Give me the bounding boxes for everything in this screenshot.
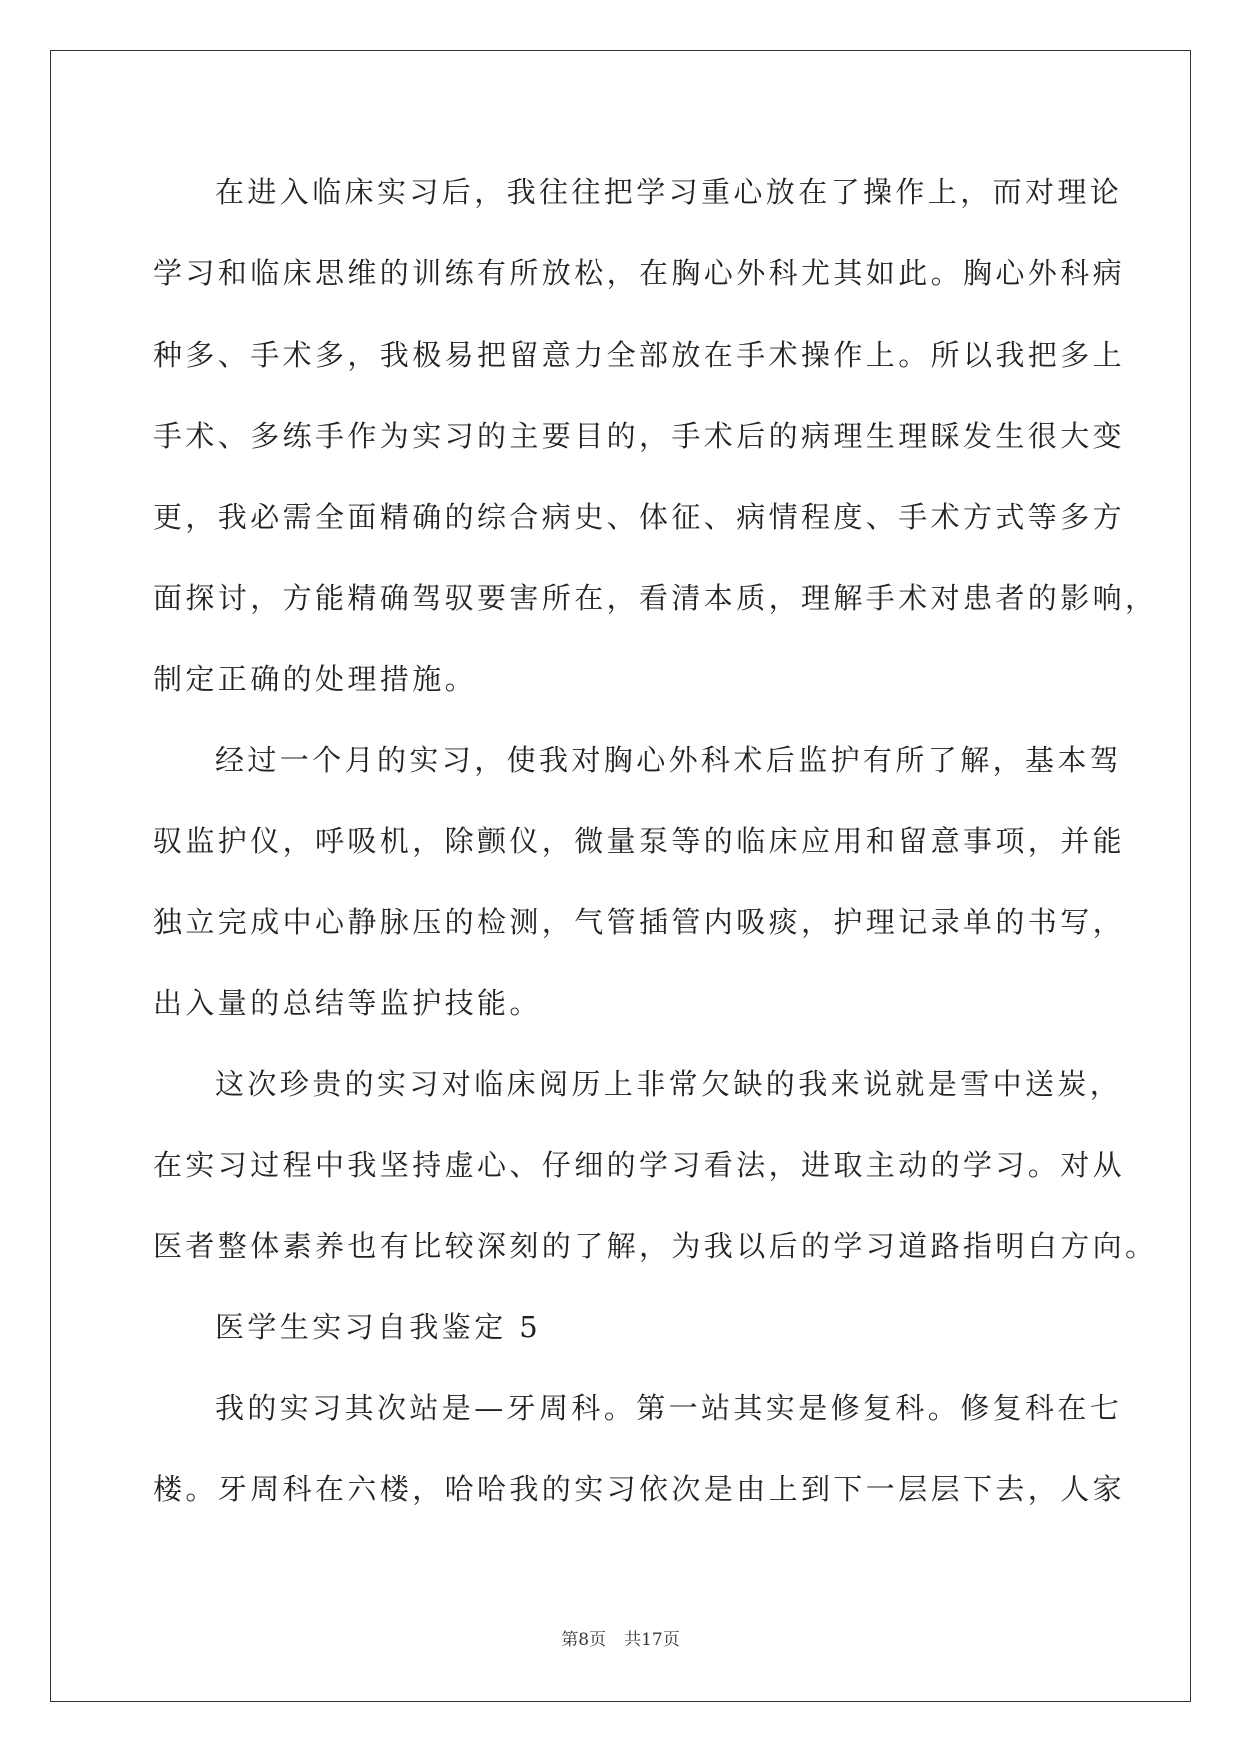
text-line: 面探讨，方能精确驾驭要害所在，看清本质，理解手术对患者的影响，	[153, 581, 1158, 615]
page-border	[50, 50, 1191, 1702]
text-line: 这次珍贵的实习对临床阅历上非常欠缺的我来说就是雪中送炭，	[215, 1067, 1123, 1101]
text-line: 在实习过程中我坚持虚心、仔细的学习看法，进取主动的学习。对从	[153, 1148, 1126, 1182]
page-number-total: 共17页	[624, 1630, 680, 1650]
text-line: 楼。牙周科在六楼，哈哈我的实习依次是由上到下一层层下去，人家	[153, 1472, 1126, 1506]
text-line: 独立完成中心静脉压的检测，气管插管内吸痰，护理记录单的书写，	[153, 905, 1126, 939]
text-line: 出入量的总结等监护技能。	[153, 986, 542, 1020]
text-line: 我的实习其次站是—牙周科。第一站其实是修复科。修复科在七	[215, 1391, 1123, 1425]
text-line: 手术、多练手作为实习的主要目的，手术后的病理生理睬发生很大变	[153, 419, 1126, 453]
text-line: 医者整体素养也有比较深刻的了解，为我以后的学习道路指明白方向。	[153, 1229, 1158, 1263]
page-number-current: 第8页	[561, 1630, 607, 1650]
text-line: 经过一个月的实习，使我对胸心外科术后监护有所了解，基本驾	[215, 743, 1123, 777]
page-footer	[0, 1625, 1241, 1650]
text-line: 学习和临床思维的训练有所放松，在胸心外科尤其如此。胸心外科病	[153, 256, 1126, 290]
text-line: 在进入临床实习后，我往往把学习重心放在了操作上，而对理论	[215, 175, 1123, 209]
text-line: 种多、手术多，我极易把留意力全部放在手术操作上。所以我把多上	[153, 338, 1126, 372]
text-line: 更，我必需全面精确的综合病史、体征、病情程度、手术方式等多方	[153, 500, 1126, 534]
text-line: 制定正确的处理措施。	[153, 662, 478, 696]
section-heading: 医学生实习自我鉴定 5	[215, 1310, 542, 1344]
text-line: 驭监护仪，呼吸机，除颤仪，微量泵等的临床应用和留意事项，并能	[153, 824, 1126, 858]
